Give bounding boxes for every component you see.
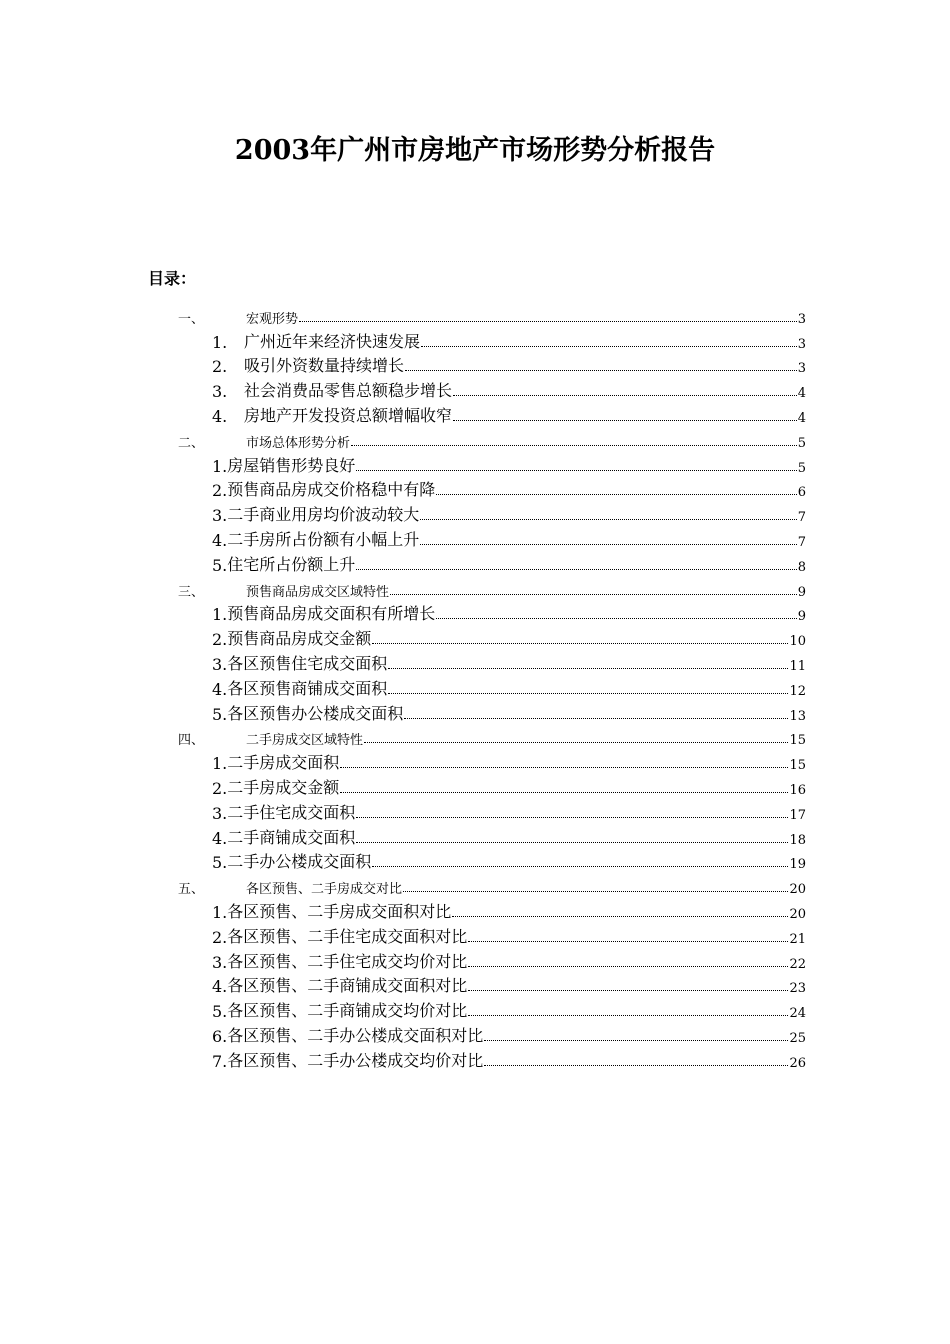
toc-entry-number: 1. [212, 456, 228, 476]
toc-entry-label[interactable]: 各区预售、二手房成交对比 [246, 882, 403, 898]
toc-entry-page-number: 20 [789, 882, 806, 898]
toc-entry[interactable] [0, 476, 806, 501]
toc-entry-page-number: 26 [789, 1055, 806, 1071]
toc-entry[interactable] [0, 401, 806, 426]
toc-dot-leader [364, 742, 788, 743]
document-title: 2003年广州市房地产市场形势分析报告 [234, 135, 716, 166]
toc-entry[interactable] [0, 600, 806, 625]
toc-entry[interactable] [0, 451, 806, 476]
toc-entry-label[interactable]: 二手房所占份额有小幅上升 [227, 529, 420, 549]
toc-dot-leader [351, 445, 797, 446]
toc-entry-label[interactable]: 市场总体形势分析 [246, 435, 351, 451]
toc-entry-number: 5. [212, 853, 228, 873]
toc-entry-label[interactable]: 宏观形势 [246, 311, 299, 327]
toc-entry[interactable] [0, 376, 806, 401]
toc-entry-number: 2. [212, 357, 228, 377]
toc-entry-page-number: 12 [789, 683, 806, 699]
toc-entry-label[interactable]: 各区预售、二手住宅成交面积对比 [227, 926, 468, 946]
toc-entry[interactable] [0, 302, 806, 327]
toc-dot-leader [436, 618, 796, 619]
toc-entry-label[interactable]: 预售商品房成交面积有所增长 [227, 604, 436, 624]
toc-entry[interactable] [0, 996, 806, 1021]
toc-entry-label[interactable]: 预售商品房成交区域特性 [246, 584, 390, 600]
toc-entry-number: 四、 [178, 733, 205, 749]
toc-entry-number: 2. [212, 778, 228, 798]
toc-entry[interactable] [0, 649, 806, 674]
toc-entry-label[interactable]: 各区预售、二手办公楼成交面积对比 [227, 1025, 484, 1045]
toc-dot-leader [404, 718, 788, 719]
toc-entry-page-number: 23 [789, 981, 806, 997]
toc-entry[interactable] [0, 426, 806, 451]
toc-entry-label[interactable]: 吸引外资数量持续增长 [244, 356, 405, 376]
toc-entry-label[interactable]: 二手商铺成交面积 [227, 827, 356, 847]
toc-entry-page-number: 4 [797, 410, 806, 426]
toc-entry-page-number: 25 [789, 1030, 806, 1046]
toc-entry-label[interactable]: 各区预售商铺成交面积 [227, 678, 388, 698]
toc-dot-leader [403, 891, 788, 892]
toc-dot-leader [340, 792, 788, 793]
toc-entry-page-number: 15 [789, 733, 806, 749]
toc-entry-page-number: 7 [797, 510, 806, 526]
toc-dot-leader [484, 1065, 788, 1066]
toc-entry[interactable] [0, 624, 806, 649]
toc-entry[interactable] [0, 500, 806, 525]
toc-entry-number: 1. [212, 902, 228, 922]
toc-entry[interactable] [0, 352, 806, 377]
toc-entry[interactable] [0, 922, 806, 947]
toc-entry-number: 5. [212, 1002, 228, 1022]
toc-dot-leader [468, 1015, 788, 1016]
toc-entry-number: 3. [212, 654, 228, 674]
toc-entry-page-number: 16 [789, 782, 806, 798]
toc-entry[interactable] [0, 1046, 806, 1071]
toc-entry-number: 4. [212, 828, 228, 848]
toc-entry-page-number: 20 [789, 906, 806, 922]
toc-entry-number: 5. [212, 555, 228, 575]
toc-entry-number: 3. [212, 803, 228, 823]
toc-entry[interactable] [0, 773, 806, 798]
toc-entry-number: 2. [212, 630, 228, 650]
toc-dot-leader [388, 693, 788, 694]
toc-entry-label[interactable]: 各区预售、二手住宅成交均价对比 [227, 951, 468, 971]
toc-entry-page-number: 4 [797, 386, 806, 402]
toc-entry-page-number: 17 [789, 807, 806, 823]
toc-entry-number: 2. [212, 927, 228, 947]
toc-entry-number: 1. [212, 605, 228, 625]
toc-entry-label[interactable]: 预售商品房成交金额 [227, 629, 372, 649]
toc-entry-label[interactable]: 二手房成交面积 [227, 753, 340, 773]
toc-entry[interactable] [0, 823, 806, 848]
toc-entry-page-number: 9 [797, 584, 806, 600]
toc-entry[interactable] [0, 525, 806, 550]
toc-entry-number: 一、 [178, 311, 205, 327]
toc-dot-leader [420, 519, 796, 520]
toc-entry-number: 5. [212, 704, 228, 724]
toc-dot-leader [390, 594, 797, 595]
toc-dot-leader [299, 321, 797, 322]
table-of-contents [0, 302, 950, 1071]
toc-entry-label[interactable]: 二手住宅成交面积 [227, 802, 356, 822]
toc-entry-label[interactable]: 各区预售办公楼成交面积 [227, 703, 404, 723]
toc-entry-number: 3. [212, 506, 228, 526]
toc-entry-label[interactable]: 房地产开发投资总额增幅收窄 [244, 405, 453, 425]
toc-entry-label[interactable]: 各区预售、二手商铺成交均价对比 [227, 1001, 468, 1021]
toc-entry-page-number: 13 [789, 708, 806, 724]
toc-entry-page-number: 21 [789, 931, 806, 947]
toc-entry-number: 4. [212, 679, 228, 699]
toc-entry-number: 1. [212, 754, 228, 774]
toc-entry-number: 4. [212, 530, 228, 550]
toc-dot-leader [484, 1040, 788, 1041]
toc-entry-number: 4. [212, 406, 228, 426]
toc-dot-leader [452, 916, 788, 917]
toc-entry-page-number: 5 [797, 460, 806, 476]
toc-entry[interactable] [0, 897, 806, 922]
toc-dot-leader [453, 395, 797, 396]
toc-entry-number: 二、 [178, 435, 205, 451]
toc-entry[interactable] [0, 550, 806, 575]
toc-entry[interactable] [0, 972, 806, 997]
toc-entry-label[interactable]: 二手办公楼成交面积 [227, 852, 372, 872]
toc-entry-label[interactable]: 房屋销售形势良好 [227, 455, 356, 475]
toc-entry-number: 2. [212, 481, 228, 501]
toc-entry[interactable] [0, 724, 806, 749]
toc-entry[interactable] [0, 674, 806, 699]
toc-dot-leader [372, 643, 788, 644]
toc-entry-label[interactable]: 二手商业用房均价波动较大 [227, 505, 420, 525]
toc-entry-label[interactable]: 预售商品房成交价格稳中有降 [227, 480, 436, 500]
toc-entry-label[interactable]: 社会消费品零售总额稳步增长 [244, 381, 453, 401]
toc-entry-page-number: 24 [789, 1006, 806, 1022]
toc-entry-label[interactable]: 各区预售、二手商铺成交面积对比 [227, 976, 468, 996]
toc-dot-leader [453, 420, 797, 421]
toc-entry-page-number: 3 [797, 336, 806, 352]
toc-dot-leader [421, 346, 797, 347]
toc-entry-number: 3. [212, 382, 228, 402]
toc-dot-leader [468, 966, 788, 967]
toc-dot-leader [356, 470, 796, 471]
toc-dot-leader [356, 817, 788, 818]
toc-entry-label[interactable]: 各区预售住宅成交面积 [227, 653, 388, 673]
toc-dot-leader [356, 569, 796, 570]
toc-entry-page-number: 6 [797, 485, 806, 501]
toc-entry-page-number: 18 [789, 832, 806, 848]
toc-entry-page-number: 15 [789, 758, 806, 774]
toc-entry-page-number: 10 [789, 634, 806, 650]
toc-entry-number: 1. [212, 332, 228, 352]
toc-entry-number: 7. [212, 1051, 228, 1071]
toc-dot-leader [468, 941, 788, 942]
toc-entry-page-number: 22 [789, 956, 806, 972]
toc-entry-label[interactable]: 住宅所占份额上升 [227, 554, 356, 574]
toc-entry-page-number: 3 [797, 311, 806, 327]
toc-dot-leader [372, 866, 788, 867]
toc-dot-leader [405, 370, 797, 371]
toc-dot-leader [340, 767, 788, 768]
toc-entry-number: 五、 [178, 882, 205, 898]
toc-entry-page-number: 8 [797, 559, 806, 575]
toc-entry-number: 4. [212, 977, 228, 997]
toc-entry[interactable] [0, 748, 806, 773]
toc-entry-label[interactable]: 各区预售、二手房成交面积对比 [227, 901, 452, 921]
toc-entry-page-number: 11 [789, 658, 806, 674]
toc-entry-number: 6. [212, 1026, 228, 1046]
toc-entry[interactable] [0, 1021, 806, 1046]
toc-entry[interactable] [0, 327, 806, 352]
toc-entry-label[interactable]: 广州近年来经济快速发展 [244, 331, 421, 351]
toc-entry-label[interactable]: 二手房成交区域特性 [246, 733, 364, 749]
toc-entry-page-number: 3 [797, 361, 806, 377]
toc-entry[interactable] [0, 575, 806, 600]
toc-entry-number: 3. [212, 952, 228, 972]
toc-entry[interactable] [0, 699, 806, 724]
toc-entry-number: 三、 [178, 584, 205, 600]
toc-dot-leader [468, 990, 788, 991]
toc-entry-page-number: 7 [797, 534, 806, 550]
toc-entry-page-number: 9 [797, 609, 806, 625]
toc-dot-leader [356, 842, 788, 843]
toc-dot-leader [388, 668, 788, 669]
toc-dot-leader [420, 544, 796, 545]
toc-entry-page-number: 19 [789, 857, 806, 873]
toc-entry-page-number: 5 [797, 435, 806, 451]
toc-entry[interactable] [0, 848, 806, 873]
toc-entry[interactable] [0, 947, 806, 972]
toc-entry[interactable] [0, 798, 806, 823]
toc-entry-label[interactable]: 各区预售、二手办公楼成交均价对比 [227, 1050, 484, 1070]
toc-heading: 目录： [148, 269, 197, 288]
toc-entry-label[interactable]: 二手房成交金额 [227, 777, 340, 797]
toc-dot-leader [436, 494, 796, 495]
toc-entry[interactable] [0, 872, 806, 897]
